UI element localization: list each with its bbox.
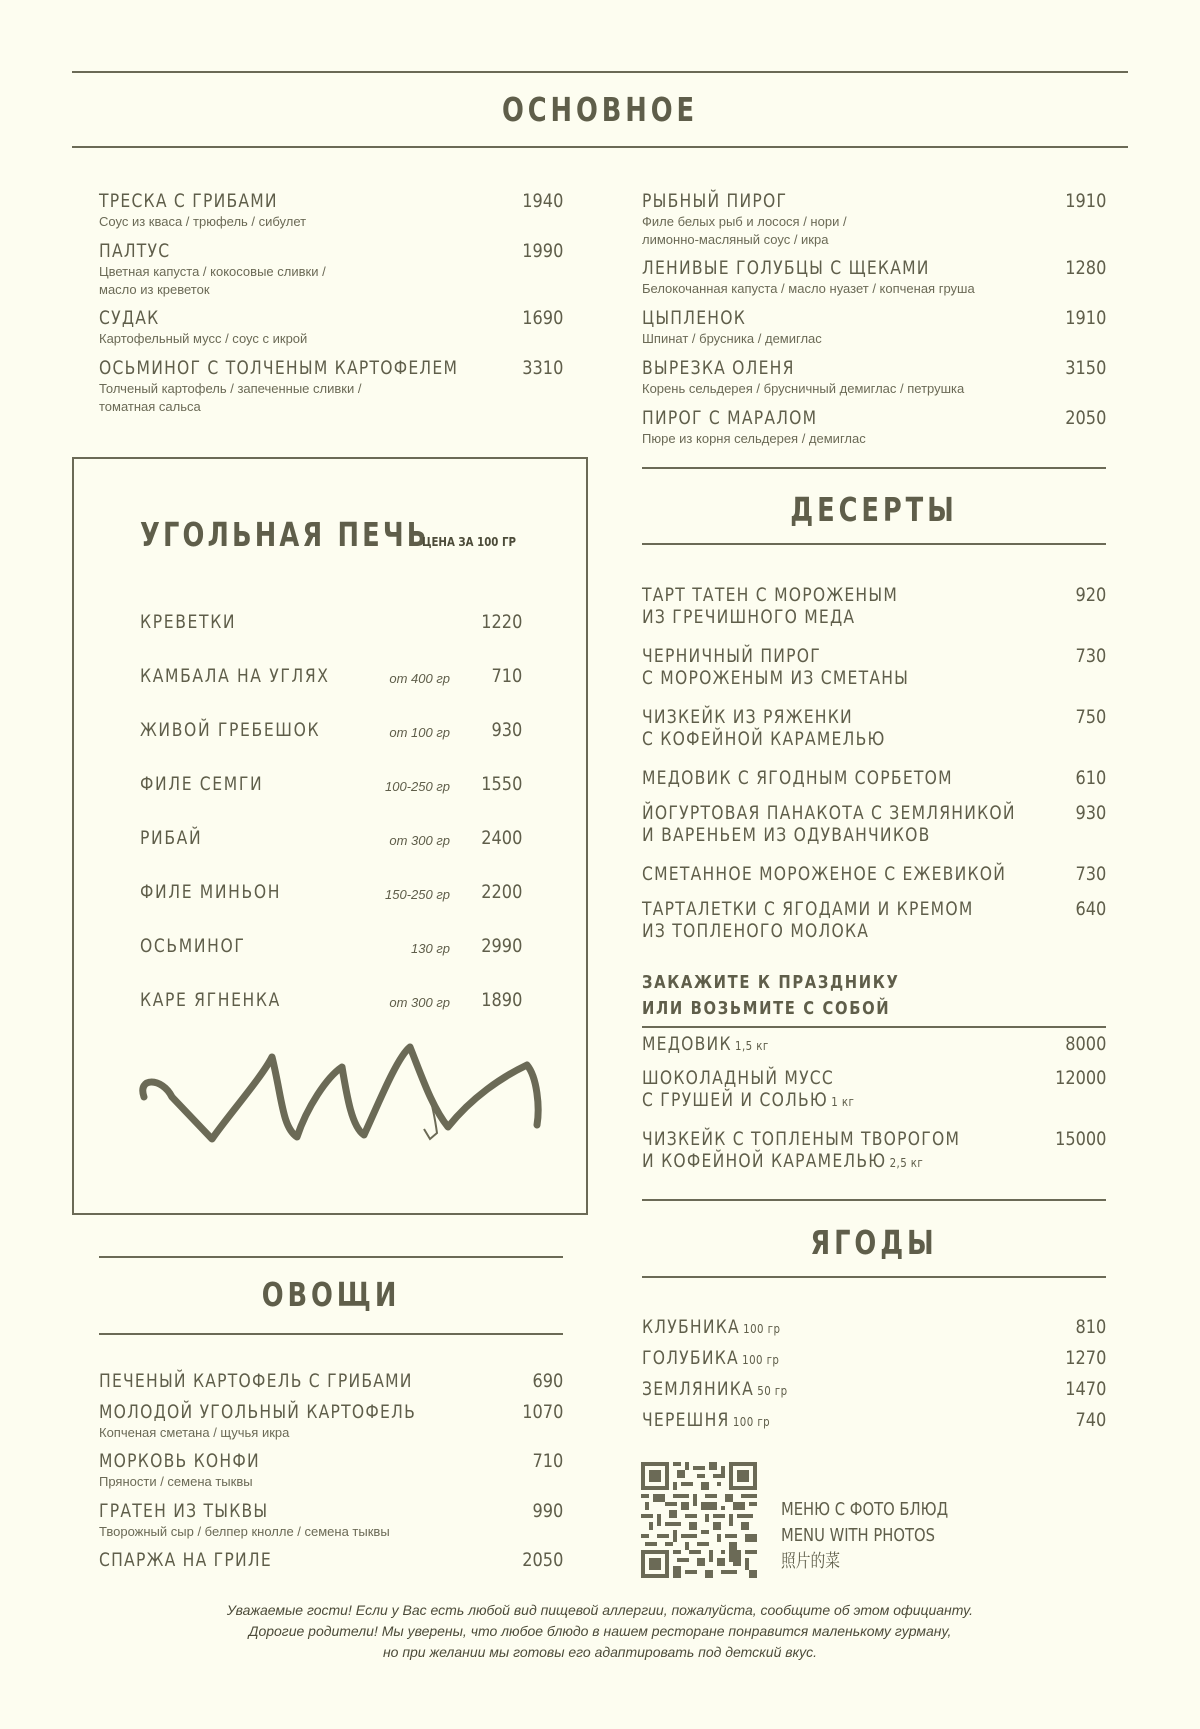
grill-item: КРЕВЕТКИ 1220 — [140, 611, 522, 633]
order-title: ЗАКАЖИТЕ К ПРАЗДНИКУ ИЛИ ВОЗЬМИТЕ С СОБОЙ — [642, 972, 900, 1019]
section-title-desserts: ДЕСЕРТЫ — [790, 490, 958, 529]
veg-rule-top — [99, 1256, 563, 1258]
top-rule-1 — [72, 71, 1128, 73]
berry-item: ГОЛУБИКА 100 гр 1270 — [642, 1347, 1106, 1369]
menu-item: МОЛОДОЙ УГОЛЬНЫЙ КАРТОФЕЛЬ 1070 Копченая сметана / щучья икра — [99, 1401, 563, 1440]
order-rule — [642, 1026, 1106, 1028]
order-item: МЕДОВИК 1,5 кг 8000 — [642, 1033, 1106, 1055]
menu-item: ГРАТЕН ИЗ ТЫКВЫ 990 Творожный сыр / белпер кнолле / семена тыквы — [99, 1500, 563, 1539]
dessert-item: СМЕТАННОЕ МОРОЖЕНОЕ С ЕЖЕВИКОЙ 730 — [642, 863, 1106, 885]
decorative-squiggle-icon — [132, 1037, 542, 1167]
menu-item: РЫБНЫЙ ПИРОГ 1910 Филе белых рыб и лосося / нори / лимонно-масляный соус / икра — [642, 190, 1106, 247]
qr-code-icon[interactable] — [641, 1462, 757, 1578]
menu-item: ПЕЧЕНЫЙ КАРТОФЕЛЬ С ГРИБАМИ 690 — [99, 1370, 563, 1392]
berry-item: ЧЕРЕШНЯ 100 гр 740 — [642, 1409, 1106, 1431]
menu-item: ЛЕНИВЫЕ ГОЛУБЦЫ С ЩЕКАМИ 1280 Белокочанная капуста / масло нуазет / копченая груша — [642, 257, 1106, 296]
grill-title: УГОЛЬНАЯ ПЕЧЬ — [140, 515, 430, 554]
section-title-main: ОСНОВНОЕ — [501, 90, 699, 129]
menu-item: ПИРОГ С МАРАЛОМ 2050 Пюре из корня сельдерея / демиглас — [642, 407, 1106, 446]
grill-item: КАРЕ ЯГНЕНКА от 300 гр 1890 — [140, 989, 522, 1011]
menu-item: ТРЕСКА С ГРИБАМИ 1940 Соус из кваса / трюфель / сибулет — [99, 190, 563, 229]
dessert-rule-top — [642, 467, 1106, 469]
grill-item: ФИЛЕ СЕМГИ 100-250 гр 1550 — [140, 773, 522, 795]
menu-item: ПАЛТУС 1990 Цветная капуста / кокосовые сливки / масло из креветок — [99, 240, 563, 297]
dessert-rule-bottom — [642, 543, 1106, 545]
dessert-item: ЧЕРНИЧНЫЙ ПИРОГ С МОРОЖЕНЫМ ИЗ СМЕТАНЫ 730 — [642, 645, 1106, 689]
berry-item: КЛУБНИКА 100 гр 810 — [642, 1316, 1106, 1338]
order-item: ЧИЗКЕЙК С ТОПЛЕНЫМ ТВОРОГОМ И КОФЕЙНОЙ КАРАМЕЛЬЮ 2,5 кг 15000 — [642, 1128, 1106, 1172]
berries-rule-bottom — [642, 1276, 1106, 1278]
dessert-item: ЙОГУРТОВАЯ ПАНАКОТА С ЗЕМЛЯНИКОЙ И ВАРЕНЬЕМ ИЗ ОДУВАНЧИКОВ 930 — [642, 802, 1106, 846]
dessert-item: МЕДОВИК С ЯГОДНЫМ СОРБЕТОМ 610 — [642, 767, 1106, 789]
menu-item: ЦЫПЛЕНОК 1910 Шпинат / брусника / демиглас — [642, 307, 1106, 346]
footer-note: Уважаемые гости! Если у Вас есть любой вид пищевой аллергии, пожалуйста, сообщите об этом официанту. Дорогие родители! Мы уверены, что любое блюдо в нашем ресторане понравится маленькому гурману, но при желании мы готовы его адаптировать под детский вкус. — [226, 1602, 974, 1660]
grill-item: ЖИВОЙ ГРЕБЕШОК от 100 гр 930 — [140, 719, 522, 741]
menu-item: СУДАК 1690 Картофельный мусс / соус с икрой — [99, 307, 563, 346]
section-title-veg: ОВОЩИ — [261, 1275, 401, 1314]
grill-item: ФИЛЕ МИНЬОН 150-250 гр 2200 — [140, 881, 522, 903]
berry-item: ЗЕМЛЯНИКА 50 гр 1470 — [642, 1378, 1106, 1400]
veg-rule-bottom — [99, 1333, 563, 1335]
dessert-item: ЧИЗКЕЙК ИЗ РЯЖЕНКИ С КОФЕЙНОЙ КАРАМЕЛЬЮ 750 — [642, 706, 1106, 750]
grill-price-note: ЦЕНА ЗА 100 ГР — [422, 535, 516, 549]
berries-rule-top — [642, 1199, 1106, 1201]
menu-item: ОСЬМИНОГ С ТОЛЧЕНЫМ КАРТОФЕЛЕМ 3310 Толченый картофель / запеченные сливки / томатная сальса — [99, 357, 563, 414]
dessert-item: ТАРТАЛЕТКИ С ЯГОДАМИ И КРЕМОМ ИЗ ТОПЛЕНОГО МОЛОКА 640 — [642, 898, 1106, 942]
section-title-berries: ЯГОДЫ — [810, 1223, 938, 1262]
menu-item: ВЫРЕЗКА ОЛЕНЯ 3150 Корень сельдерея / брусничный демиглас / петрушка — [642, 357, 1106, 396]
qr-caption: МЕНЮ С ФОТО БЛЮД MENU WITH PHOTOS 照片的菜 — [781, 1499, 949, 1572]
order-item: ШОКОЛАДНЫЙ МУСС С ГРУШЕЙ И СОЛЬЮ 1 кг 12000 — [642, 1067, 1106, 1111]
top-rule-2 — [72, 146, 1128, 148]
grill-item: РИБАЙ от 300 гр 2400 — [140, 827, 522, 849]
grill-item: КАМБАЛА НА УГЛЯХ от 400 гр 710 — [140, 665, 522, 687]
menu-item: МОРКОВЬ КОНФИ 710 Пряности / семена тыквы — [99, 1450, 563, 1489]
grill-box — [72, 457, 588, 1215]
menu-item: СПАРЖА НА ГРИЛЕ 2050 — [99, 1549, 563, 1571]
grill-item: ОСЬМИНОГ 130 гр 2990 — [140, 935, 522, 957]
dessert-item: ТАРТ ТАТЕН С МОРОЖЕНЫМ ИЗ ГРЕЧИШНОГО МЕДА 920 — [642, 584, 1106, 628]
